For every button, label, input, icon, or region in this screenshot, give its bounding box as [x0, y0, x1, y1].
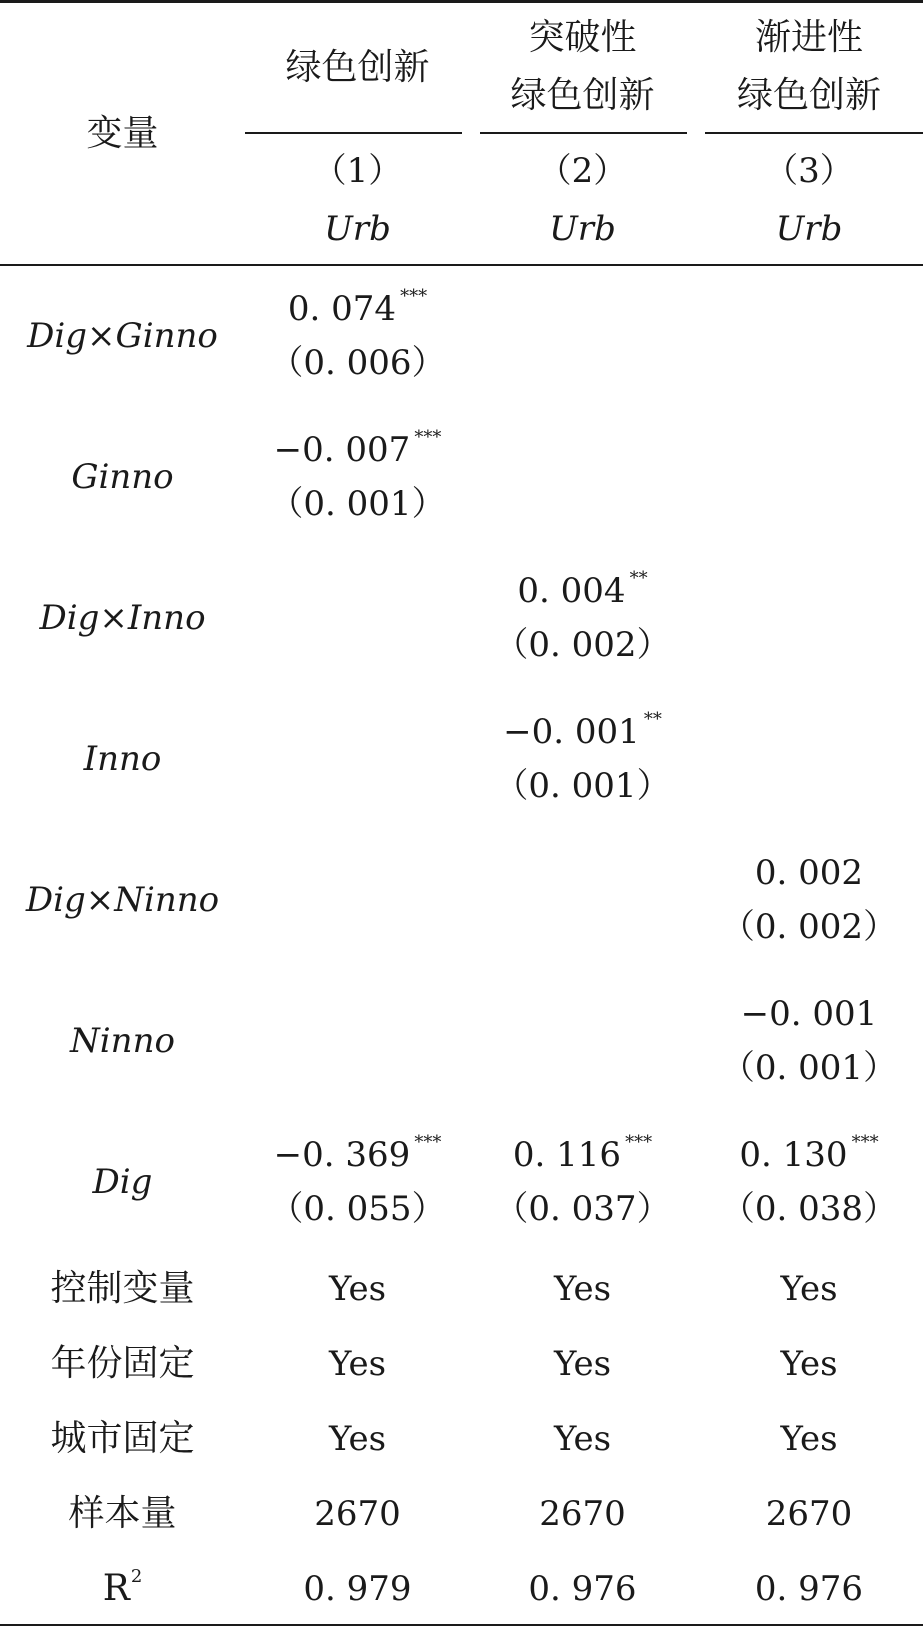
header-col3-title-line1: 渐进性	[754, 17, 863, 58]
significance-stars: ***	[400, 286, 428, 307]
significance-stars: **	[643, 709, 662, 730]
footer-label: 样本量	[68, 1493, 177, 1534]
footer-value: 0. 979	[303, 1569, 412, 1609]
footer-value: Yes	[328, 1344, 387, 1384]
footer-value: Yes	[553, 1419, 612, 1459]
coef-cell	[245, 282, 470, 390]
coef-cell	[695, 987, 923, 1095]
row-label: Ninno	[70, 1021, 175, 1061]
row-label: Dig×Ginno	[27, 316, 218, 356]
bottom-rule	[0, 1624, 923, 1626]
standard-error: （0. 037）	[494, 1189, 671, 1229]
coefficient: 0. 074 ***	[287, 286, 428, 329]
coefficient: 0. 130 ***	[739, 1132, 879, 1175]
footer-label: 城市固定	[50, 1418, 195, 1459]
header-col3-number: （3）	[764, 151, 854, 191]
header-col2-title-line1: 突破性	[528, 17, 637, 58]
coef-cell	[695, 846, 923, 954]
footer-value: 0. 976	[754, 1569, 864, 1609]
header-col1-number: （1）	[312, 151, 403, 191]
coef-cell	[470, 705, 695, 813]
standard-error: （0. 001）	[494, 766, 671, 806]
coefficient: 0. 004 **	[517, 568, 648, 611]
footer-value: Yes	[328, 1269, 387, 1309]
footer-value: Yes	[553, 1344, 612, 1384]
header-col3-title-line2: 绿色创新	[736, 75, 881, 116]
footer-label: 控制变量	[50, 1268, 195, 1309]
significance-stars: ***	[414, 427, 442, 448]
coef-cell	[245, 423, 470, 531]
header-col2-depvar: Urb	[549, 209, 616, 249]
footer-value: Yes	[780, 1344, 838, 1384]
footer-value: Yes	[780, 1269, 838, 1309]
header-col1-depvar: Urb	[324, 209, 391, 249]
significance-stars: **	[629, 568, 648, 589]
header-variable-label: 变量	[86, 113, 159, 154]
coef-cell	[245, 1128, 470, 1236]
header-col2-title-line2: 绿色创新	[510, 75, 655, 116]
coefficient: −0. 007 ***	[273, 427, 442, 470]
row-label: Dig×Inno	[39, 598, 206, 638]
row-label: Inno	[83, 739, 162, 779]
coefficient: −0. 001 **	[503, 709, 662, 752]
footer-value: Yes	[328, 1419, 387, 1459]
significance-stars: ***	[851, 1132, 879, 1153]
coefficient: −0. 369 ***	[273, 1132, 442, 1175]
coef-cell	[470, 1128, 695, 1236]
label-superscript: 2	[130, 1566, 143, 1587]
coefficient: −0. 001	[740, 994, 878, 1034]
header-underline-col2	[480, 132, 687, 134]
top-rule	[0, 0, 923, 3]
standard-error: （0. 006）	[269, 343, 446, 383]
header-underline-col1	[245, 132, 462, 134]
footer-value: 2670	[539, 1494, 626, 1534]
coef-cell	[695, 1128, 923, 1236]
standard-error: （0. 038）	[720, 1189, 898, 1229]
standard-error: （0. 002）	[720, 907, 898, 947]
coefficient: 0. 002	[754, 853, 864, 893]
footer-value: 2670	[765, 1494, 853, 1534]
footer-value: 2670	[314, 1494, 401, 1534]
standard-error: （0. 001）	[720, 1048, 898, 1088]
row-label: Dig×Ninno	[25, 880, 220, 920]
footer-value: Yes	[553, 1269, 612, 1309]
significance-stars: ***	[414, 1132, 442, 1153]
coefficient: 0. 116 ***	[512, 1132, 653, 1175]
standard-error: （0. 055）	[269, 1189, 446, 1229]
row-label: Dig	[92, 1162, 153, 1202]
header-underline-col3	[705, 132, 923, 134]
coef-cell	[470, 564, 695, 672]
footer-value: 0. 976	[528, 1569, 637, 1609]
header-col3-depvar: Urb	[775, 209, 843, 249]
standard-error: （0. 002）	[494, 625, 671, 665]
header-col1-title: 绿色创新	[285, 47, 430, 88]
footer-value: Yes	[780, 1419, 838, 1459]
header-col2-number: （2）	[537, 151, 628, 191]
row-label: Ginno	[71, 457, 174, 497]
footer-label: $R^2$	[102, 1566, 143, 1609]
standard-error: （0. 001）	[269, 484, 446, 524]
significance-stars: ***	[625, 1132, 653, 1153]
header-bottom-rule	[0, 264, 923, 266]
footer-label: 年份固定	[50, 1343, 195, 1384]
